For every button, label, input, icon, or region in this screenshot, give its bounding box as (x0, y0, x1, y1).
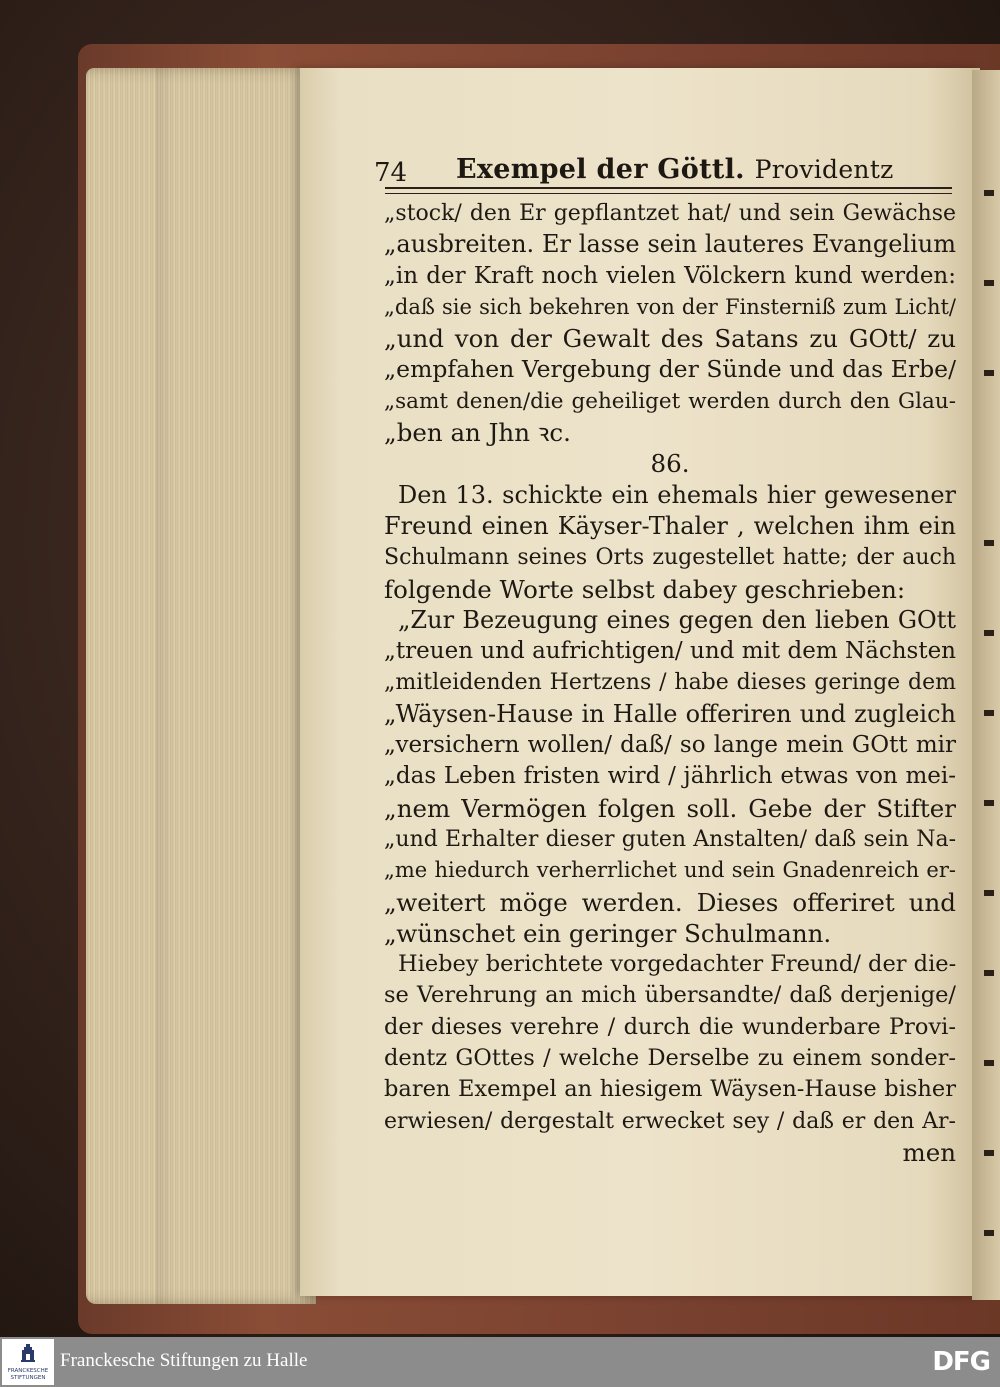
running-title (456, 154, 894, 185)
text-line: dentz GOttes / welche Derselbe zu einem sonder- (384, 1045, 956, 1072)
text-line: „wünschet ein geringer Schulmann. (384, 918, 832, 948)
text-line: „versichern wollen/ daß/ so lange mein GOtt mir (384, 732, 956, 759)
text-line: „treuen und aufrichtigen/ und mit dem Nächsten (384, 638, 956, 665)
text-line: „daß sie sich bekehren von der Finsterniß zum Licht/ (384, 294, 956, 319)
text-line: Hiebey berichtete vorgedachter Freund/ der die- (398, 951, 957, 978)
text-line: „samt denen/die geheiliget werden durch den Glau- (384, 388, 956, 414)
text-line: erwiesen/ dergestalt erwecket sey / daß er den Ar- (384, 1108, 956, 1134)
text-line: „das Leben fristen wird / jährlich etwas von mei- (384, 763, 956, 790)
running-title-main: Exempel der Göttl. (456, 154, 745, 185)
text-line: „und von der Gewalt des Satans zu GOtt/ zu (384, 324, 956, 354)
section-number: 86. (650, 449, 690, 479)
text-line: „empfahen Vergebung der Sünde und das Erbe/ (384, 355, 956, 384)
footer-bar (0, 1337, 1000, 1387)
text-line: „Wäysen-Hause in Halle offeriren und zugleich (384, 699, 956, 728)
text-line: „nem Vermögen folgen soll. Gebe der Stifter (384, 793, 956, 823)
page-edges (86, 68, 316, 1304)
institution-name: Franckesche Stiftungen zu Halle (60, 1350, 308, 1371)
catchword: men (902, 1137, 956, 1167)
text-line: „weitert möge werden. Dieses offeriret und (384, 887, 956, 917)
text-line: folgende Worte selbst dabey geschrieben: (384, 574, 906, 604)
institution-logo[interactable] (2, 1339, 54, 1385)
text-line: „mitleidenden Hertzens / habe dieses geringe dem (384, 670, 956, 696)
page-text (384, 198, 956, 1168)
text-line: se Verehrung an mich übersandte/ daß derjenige/ (384, 982, 956, 1009)
logo-text-line-1: FRANCKESCHE (7, 1368, 49, 1374)
logo-text (5, 1368, 51, 1382)
text-line: „ben an Jhn ꝛc. (384, 418, 571, 448)
text-line: „Zur Bezeugung eines gegen den lieben GOtt (398, 605, 956, 634)
text-line: „stock/ den Er gepflantzet hat/ und sein Gewächse (384, 201, 956, 226)
facing-page-edge (972, 70, 1000, 1300)
text-line: „in der Kraft noch vielen Völckern kund werden: (384, 262, 956, 289)
text-line: der dieses verehre / durch die wunderbare Provi- (384, 1013, 956, 1040)
text-line: „ausbreiten. Er lasse sein lauteres Evangelium (384, 230, 956, 259)
text-line: Schulmann seines Orts zugestellet hatte; der auch (384, 545, 956, 571)
text-line: baren Exempel an hiesigem Wäysen-Hause bisher (384, 1076, 956, 1103)
logo-text-line-2: STIFTUNGEN (10, 1375, 46, 1381)
page-number: 74 (374, 158, 408, 188)
text-line: „me hiedurch verherrlichet und sein Gnadenreich er- (384, 858, 956, 883)
header-rule (385, 187, 952, 194)
running-title-latin: Providentz (754, 155, 894, 184)
francke-logo-icon (21, 1344, 35, 1364)
text-line: „und Erhalter dieser guten Anstalten/ daß sein Na- (384, 826, 956, 852)
text-line: Freund einen Käyser-Thaler , welchen ihm ein (384, 511, 956, 540)
dfg-logo[interactable]: DFG (932, 1347, 990, 1377)
text-line: Den 13. schickte ein ehemals hier gewesener (398, 480, 956, 509)
